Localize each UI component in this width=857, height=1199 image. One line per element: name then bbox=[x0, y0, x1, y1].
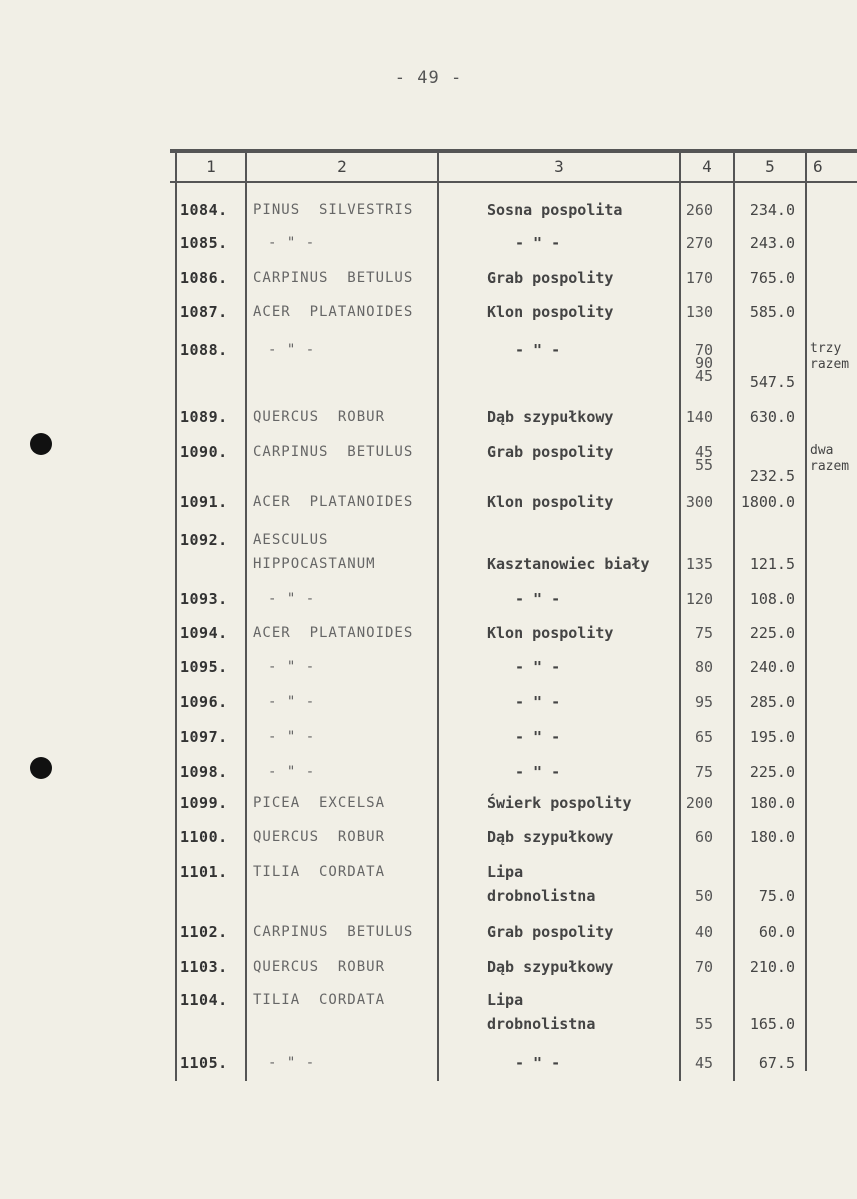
row-number: 1098. bbox=[180, 763, 228, 781]
volume: 210.0 bbox=[749, 958, 795, 976]
latin-name: QUERCUS ROBUR bbox=[253, 829, 386, 845]
row-number: 1093. bbox=[180, 590, 228, 608]
column-header-3: 3 bbox=[554, 157, 564, 176]
latin-name: QUERCUS ROBUR bbox=[253, 959, 386, 975]
circumference: 120 bbox=[685, 590, 713, 608]
row-number: 1099. bbox=[180, 794, 228, 812]
polish-name: Grab pospolity bbox=[487, 923, 614, 941]
latin-name: CARPINUS BETULUS bbox=[253, 444, 414, 460]
circumference: 75 bbox=[694, 624, 713, 642]
row-number: 1097. bbox=[180, 728, 228, 746]
column-header-6: 6 bbox=[813, 157, 823, 176]
circumference: 70 bbox=[694, 341, 713, 359]
column-divider bbox=[245, 149, 247, 1081]
circumference: 300 bbox=[685, 493, 713, 511]
row-number: 1105. bbox=[180, 1054, 228, 1072]
polish-name: Grab pospolity bbox=[487, 443, 614, 461]
table-header-rule bbox=[170, 181, 857, 183]
circumference: 45 bbox=[694, 367, 713, 385]
polish-name: Świerk pospolity bbox=[487, 794, 632, 812]
latin-name: - " - bbox=[268, 729, 316, 745]
circumference: 270 bbox=[685, 234, 713, 252]
polish-name: Kasztanowiec biały bbox=[487, 555, 650, 573]
polish-name: drobnolistna bbox=[487, 1015, 596, 1033]
latin-name: PINUS SILVESTRIS bbox=[253, 202, 414, 218]
latin-name: TILIA CORDATA bbox=[253, 992, 386, 1008]
volume: 765.0 bbox=[749, 269, 795, 287]
latin-name: ACER PLATANOIDES bbox=[253, 494, 414, 510]
volume: 180.0 bbox=[749, 828, 795, 846]
row-number: 1092. bbox=[180, 531, 228, 549]
polish-name: Klon pospolity bbox=[487, 493, 614, 511]
row-number: 1086. bbox=[180, 269, 228, 287]
volume: 585.0 bbox=[749, 303, 795, 321]
polish-name: - " - bbox=[515, 763, 561, 781]
circumference: 90 bbox=[694, 354, 713, 372]
circumference: 75 bbox=[694, 763, 713, 781]
volume: 75.0 bbox=[758, 887, 795, 905]
latin-name: - " - bbox=[268, 342, 316, 358]
circumference: 45 bbox=[694, 443, 713, 461]
circumference: 170 bbox=[685, 269, 713, 287]
latin-name: TILIA CORDATA bbox=[253, 864, 386, 880]
remark: razem bbox=[810, 459, 850, 474]
row-number: 1095. bbox=[180, 658, 228, 676]
row-number: 1100. bbox=[180, 828, 228, 846]
table-top-rule bbox=[170, 149, 857, 153]
row-number: 1085. bbox=[180, 234, 228, 252]
volume: 232.5 bbox=[749, 467, 795, 485]
circumference: 55 bbox=[694, 1015, 713, 1033]
punch-hole bbox=[30, 433, 52, 455]
column-divider bbox=[175, 149, 177, 1081]
latin-name: - " - bbox=[268, 764, 316, 780]
remark: dwa bbox=[810, 443, 834, 458]
circumference: 200 bbox=[685, 794, 713, 812]
latin-name: CARPINUS BETULUS bbox=[253, 924, 414, 940]
latin-name: CARPINUS BETULUS bbox=[253, 270, 414, 286]
volume: 67.5 bbox=[758, 1054, 795, 1072]
latin-name: - " - bbox=[268, 694, 316, 710]
page-number: - 49 - bbox=[394, 68, 463, 88]
polish-name: Grab pospolity bbox=[487, 269, 614, 287]
row-number: 1089. bbox=[180, 408, 228, 426]
remark: razem bbox=[810, 357, 850, 372]
circumference: 140 bbox=[685, 408, 713, 426]
polish-name: Lipa bbox=[487, 863, 524, 881]
circumference: 70 bbox=[694, 958, 713, 976]
volume: 285.0 bbox=[749, 693, 795, 711]
volume: 547.5 bbox=[749, 373, 795, 391]
row-number: 1104. bbox=[180, 991, 228, 1009]
column-header-4: 4 bbox=[702, 157, 712, 176]
circumference: 80 bbox=[694, 658, 713, 676]
row-number: 1103. bbox=[180, 958, 228, 976]
polish-name: - " - bbox=[515, 234, 561, 252]
column-header-1: 1 bbox=[206, 157, 216, 176]
circumference: 45 bbox=[694, 1054, 713, 1072]
polish-name: - " - bbox=[515, 341, 561, 359]
volume: 630.0 bbox=[749, 408, 795, 426]
volume: 121.5 bbox=[749, 555, 795, 573]
latin-name: ACER PLATANOIDES bbox=[253, 304, 414, 320]
polish-name: - " - bbox=[515, 1054, 561, 1072]
volume: 225.0 bbox=[749, 763, 795, 781]
column-header-5: 5 bbox=[765, 157, 775, 176]
row-number: 1101. bbox=[180, 863, 228, 881]
column-divider bbox=[805, 149, 807, 1071]
polish-name: - " - bbox=[515, 658, 561, 676]
volume: 60.0 bbox=[758, 923, 795, 941]
row-number: 1096. bbox=[180, 693, 228, 711]
circumference: 95 bbox=[694, 693, 713, 711]
latin-name: - " - bbox=[268, 659, 316, 675]
polish-name: Dąb szypułkowy bbox=[487, 958, 614, 976]
row-number: 1090. bbox=[180, 443, 228, 461]
volume: 240.0 bbox=[749, 658, 795, 676]
row-number: 1084. bbox=[180, 201, 228, 219]
column-divider bbox=[437, 149, 439, 1081]
row-number: 1102. bbox=[180, 923, 228, 941]
polish-name: - " - bbox=[515, 728, 561, 746]
latin-name: - " - bbox=[268, 235, 316, 251]
latin-name: - " - bbox=[268, 591, 316, 607]
column-divider bbox=[733, 149, 735, 1081]
remark: trzy bbox=[810, 341, 842, 356]
volume: 225.0 bbox=[749, 624, 795, 642]
volume: 243.0 bbox=[749, 234, 795, 252]
circumference: 130 bbox=[685, 303, 713, 321]
row-number: 1094. bbox=[180, 624, 228, 642]
circumference: 40 bbox=[694, 923, 713, 941]
polish-name: Klon pospolity bbox=[487, 303, 614, 321]
polish-name: drobnolistna bbox=[487, 887, 596, 905]
volume: 1800.0 bbox=[740, 493, 795, 511]
circumference: 260 bbox=[685, 201, 713, 219]
latin-name: ACER PLATANOIDES bbox=[253, 625, 414, 641]
circumference: 50 bbox=[694, 887, 713, 905]
polish-name: Klon pospolity bbox=[487, 624, 614, 642]
latin-name: AESCULUS bbox=[253, 532, 329, 548]
row-number: 1091. bbox=[180, 493, 228, 511]
latin-name: PICEA EXCELSA bbox=[253, 795, 386, 811]
polish-name: Dąb szypułkowy bbox=[487, 408, 614, 426]
row-number: 1088. bbox=[180, 341, 228, 359]
row-number: 1087. bbox=[180, 303, 228, 321]
polish-name: Lipa bbox=[487, 991, 524, 1009]
volume: 108.0 bbox=[749, 590, 795, 608]
volume: 195.0 bbox=[749, 728, 795, 746]
polish-name: Dąb szypułkowy bbox=[487, 828, 614, 846]
circumference: 60 bbox=[694, 828, 713, 846]
volume: 234.0 bbox=[749, 201, 795, 219]
polish-name: - " - bbox=[515, 693, 561, 711]
polish-name: Sosna pospolita bbox=[487, 201, 623, 219]
circumference: 135 bbox=[685, 555, 713, 573]
polish-name: - " - bbox=[515, 590, 561, 608]
volume: 180.0 bbox=[749, 794, 795, 812]
latin-name: QUERCUS ROBUR bbox=[253, 409, 386, 425]
volume: 165.0 bbox=[749, 1015, 795, 1033]
punch-hole bbox=[30, 757, 52, 779]
latin-name: - " - bbox=[268, 1055, 316, 1071]
latin-name: HIPPOCASTANUM bbox=[253, 556, 376, 572]
circumference: 55 bbox=[694, 456, 713, 474]
circumference: 65 bbox=[694, 728, 713, 746]
column-header-2: 2 bbox=[337, 157, 347, 176]
